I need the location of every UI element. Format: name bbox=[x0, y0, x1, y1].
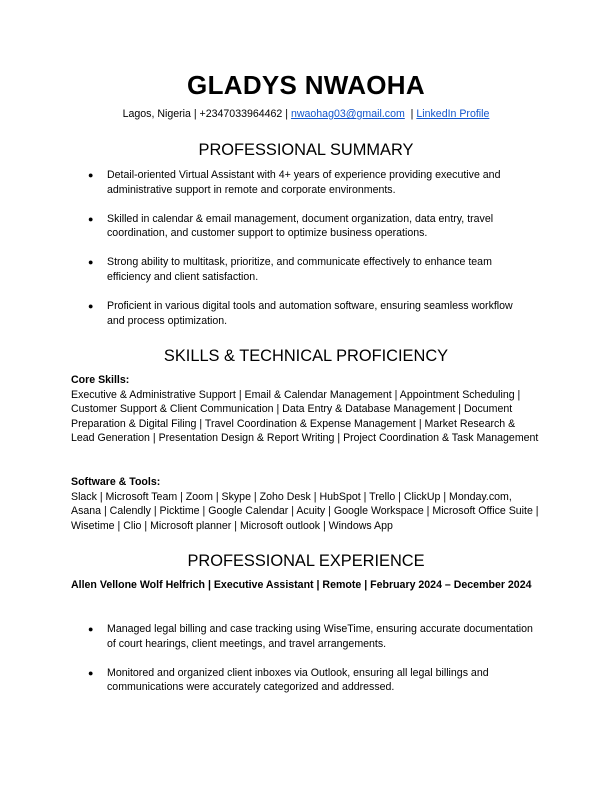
summary-item: ● Proficient in various digital tools and automation software, ensuring seamless workflow and process optimization. bbox=[88, 300, 513, 327]
experience-item: ● Monitored and organized client inboxes via Outlook, ensuring all legal billings and communications were accurately categorized and addressed. bbox=[88, 666, 489, 694]
candidate-name: GLADYS NWAOHA bbox=[187, 70, 425, 100]
bullet-icon: ● bbox=[88, 170, 94, 180]
software-tools-text: Slack | Microsoft Team | Zoom | Skype | Zoho Desk | HubSpot | Trello | ClickUp | Monday.com, Asana | Calendly | Picktime | Google Calendar | Acuity | Google Workspace | Microsoft Office Suite | Wisetime | Clio | Microsoft planner | Microsoft outlook | Windows App bbox=[71, 490, 539, 532]
summary-item: ● Skilled in calendar & email management, document organization, data entry, travel coordination, and customer support to optimize business operations. bbox=[88, 212, 494, 240]
summary-item: ● Strong ability to multitask, prioritize, and communicate effectively to enhance team efficiency and client satisfaction. bbox=[88, 256, 492, 283]
experience-list bbox=[88, 622, 533, 709]
email-link[interactable]: nwaohag03@gmail.com bbox=[290, 108, 405, 120]
software-tools-label: Software & Tools: bbox=[71, 476, 161, 488]
software-tools bbox=[71, 475, 541, 533]
experience-heading: PROFESSIONAL EXPERIENCE bbox=[187, 552, 425, 570]
summary-list bbox=[88, 168, 533, 343]
experience-item: ● Managed legal billing and case tracking using WiseTime, ensuring accurate documentation of court hearings, client meetings, and travel arrangements. bbox=[88, 623, 533, 650]
contact-line bbox=[0, 108, 612, 120]
summary-heading: PROFESSIONAL SUMMARY bbox=[198, 141, 414, 159]
bullet-icon: ● bbox=[88, 213, 94, 224]
bullet-icon: ● bbox=[88, 624, 94, 634]
linkedin-link[interactable]: LinkedIn Profile bbox=[416, 108, 490, 120]
core-skills-text: Executive & Administrative Support | Email & Calendar Management | Appointment Scheduling | Customer Support & Client Communication | Data Entry & Database Management | Document Preparation & Digital Filing | Travel Coordination & Expense Management | Market Research & Lead Generation | Presentation Design & Report Writing | Project Coordination & Task Management bbox=[71, 388, 539, 445]
bullet-icon: ● bbox=[88, 667, 94, 678]
core-skills-label: Core Skills: bbox=[71, 374, 130, 386]
contact-separator: | bbox=[404, 108, 417, 120]
job-heading: Allen Vellone Wolf Helfrich | Executive Assistant | Remote | February 2024 – December 2024 bbox=[71, 579, 532, 591]
summary-item: ● Detail-oriented Virtual Assistant with 4+ years of experience providing executive and administrative support in remote and corporate environments. bbox=[88, 169, 501, 196]
skills-heading: SKILLS & TECHNICAL PROFICIENCY bbox=[163, 347, 449, 365]
core-skills bbox=[71, 373, 541, 446]
contact-text: Lagos, Nigeria | +2347033964462 | bbox=[122, 108, 291, 120]
bullet-icon: ● bbox=[88, 257, 94, 268]
bullet-icon: ● bbox=[88, 301, 94, 312]
